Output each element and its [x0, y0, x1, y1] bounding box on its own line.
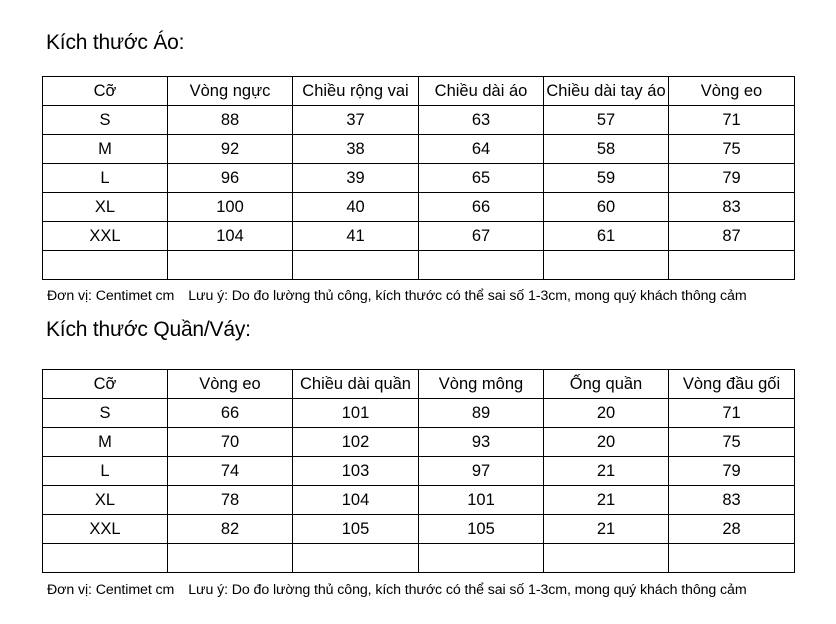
table-cell: 71: [669, 399, 795, 428]
table-header-row: [43, 77, 795, 106]
table-row: [43, 106, 795, 135]
table-row: [43, 135, 795, 164]
table-cell: M: [43, 428, 168, 457]
table-cell: 21: [544, 486, 669, 515]
table-row-empty: [43, 544, 795, 573]
column-header: Vòng eo: [168, 370, 293, 399]
column-header: Vòng ngực: [168, 77, 293, 106]
table-cell: [544, 544, 669, 573]
table-cell: XL: [43, 193, 168, 222]
table-cell: [43, 544, 168, 573]
table-cell: [168, 544, 293, 573]
table-cell: 87: [669, 222, 795, 251]
table-cell: [669, 544, 795, 573]
table-cell: 20: [544, 399, 669, 428]
disclaimer-text: Lưu ý: Do đo lường thủ công, kích thước có thể sai số 1-3cm, mong quý khách thông cảm: [188, 288, 747, 304]
column-header: Chiều rộng vai: [293, 77, 419, 106]
table-cell: 39: [293, 164, 419, 193]
table-cell: 67: [419, 222, 544, 251]
table-cell: 83: [669, 193, 795, 222]
table-cell: 92: [168, 135, 293, 164]
table-cell: 100: [168, 193, 293, 222]
table-cell: 104: [293, 486, 419, 515]
column-header: Cỡ: [43, 370, 168, 399]
table-cell: XL: [43, 486, 168, 515]
table-cell: 75: [669, 135, 795, 164]
table-cell: 105: [419, 515, 544, 544]
unit-label: Đơn vị: Centimet cm: [47, 288, 175, 304]
shirt-size-title: Kích thước Áo:: [46, 31, 185, 54]
table-cell: 79: [669, 457, 795, 486]
table-cell: 71: [669, 106, 795, 135]
table-cell: 37: [293, 106, 419, 135]
table-cell: [419, 544, 544, 573]
column-header: Chiều dài áo: [419, 77, 544, 106]
table-cell: [43, 251, 168, 280]
table-cell: 60: [544, 193, 669, 222]
table-cell: XXL: [43, 515, 168, 544]
table-cell: [544, 251, 669, 280]
table-cell: 63: [419, 106, 544, 135]
unit-label: Đơn vị: Centimet cm: [47, 582, 175, 598]
table-cell: [419, 251, 544, 280]
table-cell: 57: [544, 106, 669, 135]
table-cell: 102: [293, 428, 419, 457]
table-cell: 82: [168, 515, 293, 544]
table-cell: S: [43, 106, 168, 135]
table-cell: 20: [544, 428, 669, 457]
table-cell: [669, 251, 795, 280]
table-row-empty: [43, 251, 795, 280]
table-cell: 21: [544, 457, 669, 486]
table-cell: 66: [419, 193, 544, 222]
column-header: Chiều dài quần: [293, 370, 419, 399]
table-cell: 79: [669, 164, 795, 193]
table-cell: 41: [293, 222, 419, 251]
column-header: Chiều dài tay áo: [544, 77, 669, 106]
table-cell: 105: [293, 515, 419, 544]
table-row: [43, 164, 795, 193]
table-cell: 28: [669, 515, 795, 544]
column-header: Vòng đầu gối: [669, 370, 795, 399]
table-cell: [293, 544, 419, 573]
table-row: [43, 428, 795, 457]
table-cell: L: [43, 164, 168, 193]
column-header: Vòng eo: [669, 77, 795, 106]
table-cell: 74: [168, 457, 293, 486]
table-cell: 59: [544, 164, 669, 193]
table-cell: 97: [419, 457, 544, 486]
table-row: [43, 457, 795, 486]
column-header: Ống quần: [544, 370, 669, 399]
table-cell: L: [43, 457, 168, 486]
shirt-size-note: [47, 288, 747, 304]
shirt-size-table: [42, 76, 795, 280]
table-cell: 61: [544, 222, 669, 251]
table-cell: 89: [419, 399, 544, 428]
table-cell: 65: [419, 164, 544, 193]
table-cell: 40: [293, 193, 419, 222]
table-row: [43, 515, 795, 544]
table-row: [43, 193, 795, 222]
disclaimer-text: Lưu ý: Do đo lường thủ công, kích thước có thể sai số 1-3cm, mong quý khách thông cảm: [188, 582, 747, 598]
table-cell: [293, 251, 419, 280]
pants-size-note: [47, 582, 747, 598]
table-row: [43, 486, 795, 515]
column-header: Vòng mông: [419, 370, 544, 399]
pants-size-table: [42, 369, 795, 573]
table-cell: 66: [168, 399, 293, 428]
table-cell: 103: [293, 457, 419, 486]
table-cell: 88: [168, 106, 293, 135]
pants-size-title: Kích thước Quần/Váy:: [46, 318, 251, 341]
table-cell: S: [43, 399, 168, 428]
table-cell: 83: [669, 486, 795, 515]
table-cell: [168, 251, 293, 280]
table-cell: XXL: [43, 222, 168, 251]
column-header: Cỡ: [43, 77, 168, 106]
table-cell: 38: [293, 135, 419, 164]
table-cell: 78: [168, 486, 293, 515]
table-cell: 96: [168, 164, 293, 193]
table-cell: M: [43, 135, 168, 164]
table-cell: 64: [419, 135, 544, 164]
table-row: [43, 399, 795, 428]
table-row: [43, 222, 795, 251]
table-cell: 101: [293, 399, 419, 428]
table-cell: 70: [168, 428, 293, 457]
table-cell: 101: [419, 486, 544, 515]
table-cell: 21: [544, 515, 669, 544]
table-cell: 104: [168, 222, 293, 251]
table-cell: 58: [544, 135, 669, 164]
table-cell: 75: [669, 428, 795, 457]
table-header-row: [43, 370, 795, 399]
table-cell: 93: [419, 428, 544, 457]
